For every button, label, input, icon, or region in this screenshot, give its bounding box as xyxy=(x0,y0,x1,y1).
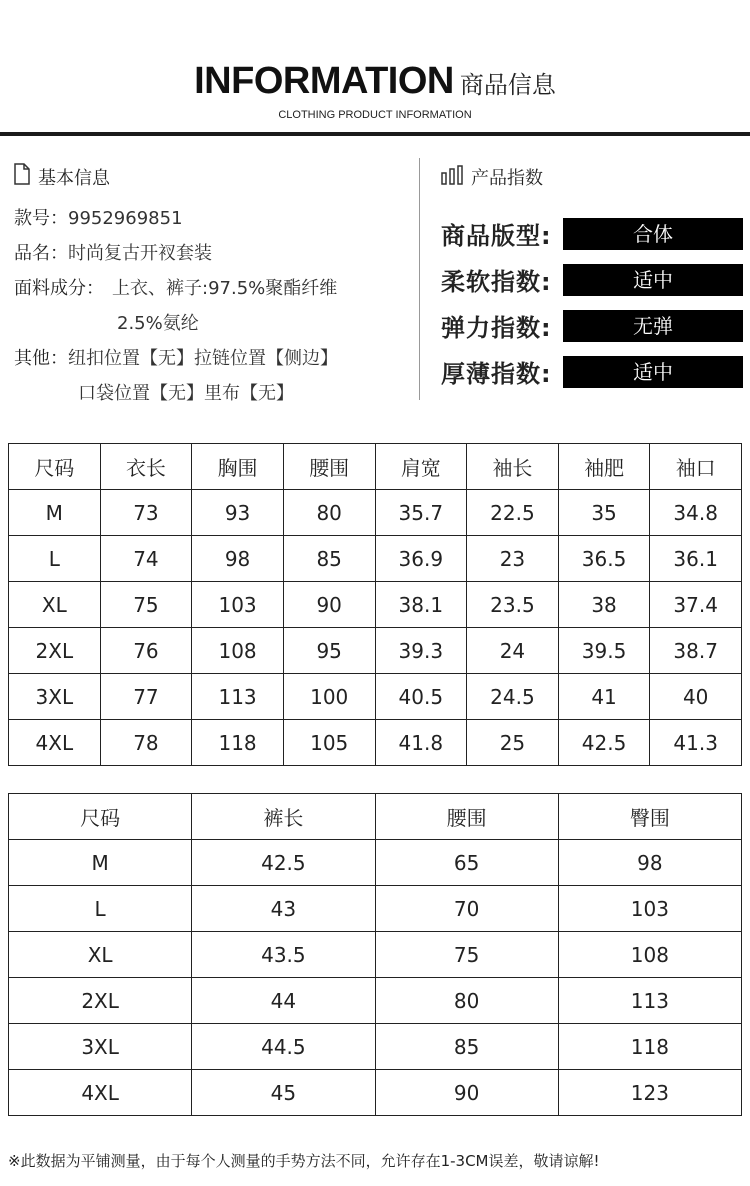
table-cell: 38 xyxy=(558,582,650,628)
pants-size-table xyxy=(8,793,742,1116)
table-cell: 35.7 xyxy=(375,490,467,536)
table-cell: 78 xyxy=(100,720,192,766)
table-cell: 75 xyxy=(100,582,192,628)
table-cell: 2XL xyxy=(9,628,101,674)
table-header-row xyxy=(9,794,742,840)
table-header-cell: 袖长 xyxy=(467,444,559,490)
table-cell: 93 xyxy=(192,490,284,536)
subtitle: CLOTHING PRODUCT INFORMATION xyxy=(278,109,472,121)
table-header-cell: 袖口 xyxy=(650,444,742,490)
title-line xyxy=(0,60,750,103)
table-cell: 113 xyxy=(192,674,284,720)
table-row xyxy=(9,1024,742,1070)
title-cn: 商品信息 xyxy=(459,71,556,99)
table-row xyxy=(9,628,742,674)
info-row-other xyxy=(14,344,338,370)
table-cell: 2XL xyxy=(9,978,192,1024)
table-cell: 36.5 xyxy=(558,536,650,582)
table-cell: 24 xyxy=(467,628,559,674)
table-cell: 41 xyxy=(558,674,650,720)
info-row-style-no xyxy=(14,204,183,230)
table-header-cell: 胸围 xyxy=(192,444,284,490)
table-cell: 65 xyxy=(375,840,558,886)
info-label: 面料成分： xyxy=(14,278,104,299)
table-cell: 103 xyxy=(558,886,741,932)
info-row-name xyxy=(14,239,212,265)
table-row xyxy=(9,932,742,978)
table-cell: 4XL xyxy=(9,1070,192,1116)
table-cell: 45 xyxy=(192,1070,375,1116)
table-header-row xyxy=(9,444,742,490)
index-value: 无弹 xyxy=(563,310,743,342)
table-cell: 43 xyxy=(192,886,375,932)
table-cell: 40.5 xyxy=(375,674,467,720)
table-cell: 98 xyxy=(558,840,741,886)
table-cell: XL xyxy=(9,932,192,978)
table-header-cell: 尺码 xyxy=(9,794,192,840)
table-cell: 22.5 xyxy=(467,490,559,536)
basic-info-title: 基本信息 xyxy=(38,167,110,189)
table-cell: 73 xyxy=(100,490,192,536)
bar-chart-icon xyxy=(441,165,471,190)
basic-info-heading xyxy=(14,163,110,190)
info-label: 款号： xyxy=(14,208,68,229)
table-cell: 43.5 xyxy=(192,932,375,978)
index-label: 弹力指数: xyxy=(441,314,552,342)
index-label: 柔软指数: xyxy=(441,268,552,296)
table-cell: 113 xyxy=(558,978,741,1024)
table-cell: 90 xyxy=(283,582,375,628)
index-value: 适中 xyxy=(563,264,743,296)
table-header-cell: 腰围 xyxy=(283,444,375,490)
table-cell: 36.9 xyxy=(375,536,467,582)
info-row-fabric-cont xyxy=(117,309,199,335)
info-value: 纽扣位置【无】拉链位置【侧边】 xyxy=(68,348,338,369)
index-row-fit xyxy=(441,216,743,251)
table-cell: 40 xyxy=(650,674,742,720)
info-value: 口袋位置【无】里布【无】 xyxy=(78,383,294,404)
document-icon xyxy=(14,163,38,190)
table-cell: 90 xyxy=(375,1070,558,1116)
table-cell: 100 xyxy=(283,674,375,720)
table-cell: 23.5 xyxy=(467,582,559,628)
table-cell: 25 xyxy=(467,720,559,766)
table-cell: M xyxy=(9,840,192,886)
footer-note: ※此数据为平铺测量，由于每个人测量的手势方法不同，允许存在1-3CM误差，敬请谅解! xyxy=(8,1152,600,1170)
table-cell: 77 xyxy=(100,674,192,720)
table-cell: 118 xyxy=(192,720,284,766)
table-cell: 95 xyxy=(283,628,375,674)
table-cell: 24.5 xyxy=(467,674,559,720)
table-cell: 23 xyxy=(467,536,559,582)
title-en: INFORMATION xyxy=(194,60,454,102)
table-cell: 41.3 xyxy=(650,720,742,766)
table-cell: 34.8 xyxy=(650,490,742,536)
table-header-cell: 尺码 xyxy=(9,444,101,490)
table-cell: 108 xyxy=(192,628,284,674)
table-cell: 103 xyxy=(192,582,284,628)
table-cell: 98 xyxy=(192,536,284,582)
table-cell: 70 xyxy=(375,886,558,932)
product-index-title: 产品指数 xyxy=(471,168,543,189)
table-cell: 37.4 xyxy=(650,582,742,628)
table-row xyxy=(9,582,742,628)
table-cell: 75 xyxy=(375,932,558,978)
header-divider xyxy=(0,132,750,136)
index-value: 合体 xyxy=(563,218,743,250)
top-size-table xyxy=(8,443,742,766)
table-cell: 39.5 xyxy=(558,628,650,674)
index-row-elasticity xyxy=(441,308,743,343)
index-row-thickness xyxy=(441,354,743,389)
info-value: 9952969851 xyxy=(68,208,183,229)
table-cell: 4XL xyxy=(9,720,101,766)
table-cell: M xyxy=(9,490,101,536)
table-cell: 42.5 xyxy=(558,720,650,766)
table-row xyxy=(9,674,742,720)
table-cell: 3XL xyxy=(9,1024,192,1070)
info-row-other-cont xyxy=(78,379,294,405)
table-header-cell: 裤长 xyxy=(192,794,375,840)
table-row xyxy=(9,490,742,536)
table-header-cell: 衣长 xyxy=(100,444,192,490)
table-row xyxy=(9,1070,742,1116)
product-index-heading xyxy=(441,164,543,190)
table-header-cell: 腰围 xyxy=(375,794,558,840)
info-row-fabric xyxy=(14,274,337,300)
info-label: 品名： xyxy=(14,243,68,264)
table-header-cell: 肩宽 xyxy=(375,444,467,490)
table-cell: XL xyxy=(9,582,101,628)
table-cell: 85 xyxy=(283,536,375,582)
index-label: 厚薄指数: xyxy=(441,360,552,388)
table-row xyxy=(9,536,742,582)
table-cell: 3XL xyxy=(9,674,101,720)
info-value: 2.5%氨纶 xyxy=(117,313,199,334)
table-row xyxy=(9,886,742,932)
table-cell: 105 xyxy=(283,720,375,766)
table-row xyxy=(9,978,742,1024)
table-cell: 85 xyxy=(375,1024,558,1070)
table-cell: 123 xyxy=(558,1070,741,1116)
table-row xyxy=(9,720,742,766)
table-cell: 38.7 xyxy=(650,628,742,674)
vertical-divider xyxy=(419,158,420,400)
table-cell: 35 xyxy=(558,490,650,536)
table-header-cell: 臀围 xyxy=(558,794,741,840)
info-value: 时尚复古开衩套装 xyxy=(68,243,212,264)
table-cell: 38.1 xyxy=(375,582,467,628)
info-label: 其他： xyxy=(14,348,68,369)
table-cell: 44.5 xyxy=(192,1024,375,1070)
table-cell: 42.5 xyxy=(192,840,375,886)
table-cell: 74 xyxy=(100,536,192,582)
table-cell: 80 xyxy=(375,978,558,1024)
table-cell: 80 xyxy=(283,490,375,536)
table-header-cell: 袖肥 xyxy=(558,444,650,490)
table-cell: 41.8 xyxy=(375,720,467,766)
table-cell: 36.1 xyxy=(650,536,742,582)
index-value: 适中 xyxy=(563,356,743,388)
table-cell: 76 xyxy=(100,628,192,674)
table-cell: 44 xyxy=(192,978,375,1024)
table-cell: 118 xyxy=(558,1024,741,1070)
table-cell: L xyxy=(9,886,192,932)
info-value: 上衣、裤子:97.5%聚酯纤维 xyxy=(112,278,338,299)
table-row xyxy=(9,840,742,886)
table-cell: 39.3 xyxy=(375,628,467,674)
table-cell: L xyxy=(9,536,101,582)
index-label: 商品版型: xyxy=(441,222,552,250)
table-cell: 108 xyxy=(558,932,741,978)
page-header xyxy=(0,0,750,140)
index-row-softness xyxy=(441,262,743,297)
